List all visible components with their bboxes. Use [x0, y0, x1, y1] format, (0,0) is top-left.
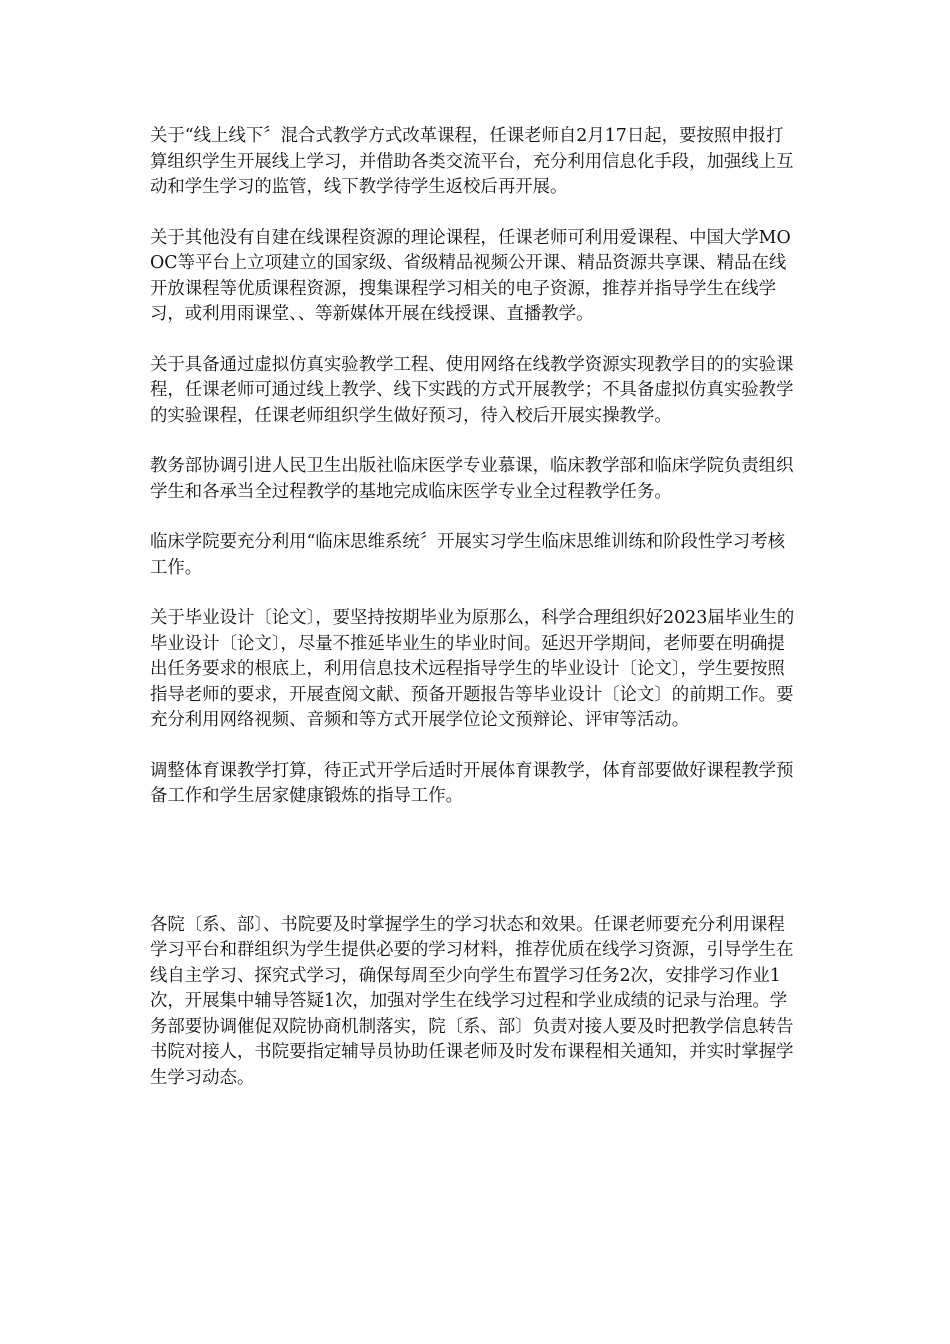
- paragraph-clinical-mooc: 教务部协调引进人民卫生出版社临床医学专业慕课，临床教学部和临床学院负责组织学生和各承当全过程教学的基地完成临床医学专业全过程教学任务。: [150, 456, 794, 502]
- paragraph-clinical-thinking: 临床学院要充分利用“临床思维系统〞开展实习学生临床思维训练和阶段性学习考核工作。: [150, 532, 785, 578]
- document-body: [150, 124, 800, 1116]
- paragraph-theory-courses: 关于其他没有自建在线课程资源的理论课程，任课老师可利用爱课程、中国大学MOOC等平台上立项建立的国家级、省级精品视频公开课、精品资源共享课、精品在线开放课程等优质课程资源，搜集课程学习相关的电子资源，推荐并指导学生在线学习，或利用雨课堂、、等新媒体开展在线授课、直播教学。: [150, 227, 791, 324]
- paragraph-graduation-thesis: 关于毕业设计〔论文〕，要坚持按期毕业为原那么，科学合理组织好2023届毕业生的毕业设计〔论文〕，尽量不推延毕业生的毕业时间。延迟开学期间，老师要在明确提出任务要求的根底上，利用信息技术远程指导学生的毕业设计〔论文〕，学生要按照指导老师的要求，开展查阅文献、预备开题报告等毕业设计〔论文〕的前期工作。要充分利用网络视频、音频和等方式开展学位论文预辩论、评审等活动。: [150, 608, 795, 730]
- paragraph-online-offline-courses: 关于“线上线下〞混合式教学方式改革课程，任课老师自2月17日起，要按照申报打算组织学生开展线上学习，并借助各类交流平台，充分利用信息化手段，加强线上互动和学生学习的监管，线下教学待学生返校后再开展。: [150, 126, 794, 197]
- paragraph-experiment-courses: 关于具备通过虚拟仿真实验教学工程、使用网络在线教学资源实现教学目的的实验课程，任课老师可通过线上教学、线下实践的方式开展教学；不具备虚拟仿真实验教学的实验课程，任课老师组织学生做好预习，待入校后开展实操教学。: [150, 354, 794, 426]
- paragraph-college-monitoring: 各院〔系、部〕、书院要及时掌握学生的学习状态和效果。任课老师要充分利用课程学习平台和群组织为学生提供必要的学习材料，推荐优质在线学习资源，引导学生在线自主学习、探究式学习，确保每周至少向学生布置学习任务2次，安排学习作业1次，开展集中辅导答疑1次，加强对学生在线学习过程和学业成绩的记录与治理。学务部要协调催促双院协商机制落实，院〔系、部〕负责对接人要及时把教学信息转告书院对接人，书院要指定辅导员协助任课老师及时发布课程相关通知，并实时掌握学生学习动态。: [150, 914, 794, 1088]
- paragraph-physical-education: 调整体育课教学打算，待正式开学后适时开展体育课教学，体育部要做好课程教学预备工作和学生居家健康锻炼的指导工作。: [150, 760, 794, 806]
